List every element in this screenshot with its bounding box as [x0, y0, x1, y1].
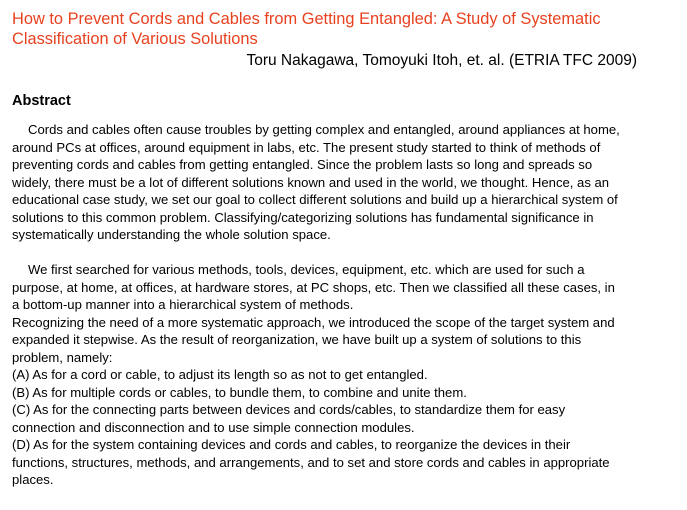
- list-item-b: (B) As for multiple cords or cables, to bundle them, to combine and unite them.: [12, 384, 467, 400]
- list-item-a: (A) As for a cord or cable, to adjust its length so as not to get entangled.: [12, 367, 428, 382]
- abstract-heading: Abstract: [12, 93, 71, 109]
- paragraph-line: educational case study, we set our goal to collect different solutions and build up a hierarchical system of: [12, 192, 618, 207]
- paragraph-line: around PCs at offices, around equipment in labs, etc. The present study started to think of methods of: [12, 139, 601, 155]
- paragraph-line: We first searched for various methods, tools, devices, equipment, etc. which are used for such a: [28, 262, 585, 277]
- list-item-d-cont: functions, structures, methods, and arrangements, and to set and store cords and cables in appropriate: [12, 454, 610, 470]
- paragraph-line: preventing cords and cables from getting entangled. Since the problem lasts so long and spreads so: [12, 157, 593, 172]
- paragraph-line: purpose, at home, at offices, at hardware stores, at PC shops, etc. Then we classified all these cases, in: [12, 279, 615, 295]
- paragraph-line: solutions to this common problem. Classifying/categorizing solutions has fundamental significance in: [12, 209, 594, 225]
- paragraph-line: problem, namely:: [12, 349, 113, 365]
- paragraph-line: widely, there must be a lot of different solutions known and used in the world, we thought. Hence, as an: [12, 174, 610, 190]
- paragraph-line: systematically understanding the whole solution space.: [12, 227, 331, 242]
- list-item-c-cont: connection and disconnection and to use simple connection modules.: [12, 419, 415, 435]
- paragraph-line: a bottom-up manner into a hierarchical system of methods.: [12, 297, 354, 312]
- abstract-paragraph-2: [12, 261, 662, 489]
- list-item-d-cont: places.: [12, 472, 54, 487]
- paragraph-line: expanded it stepwise. As the result of reorganization, we have built up a system of solutions to this: [12, 332, 582, 347]
- paper-authors: Toru Nakagawa, Tomoyuki Itoh, et. al. (ETRIA TFC 2009): [246, 52, 637, 69]
- paper-title: How to Prevent Cords and Cables from Getting Entangled: A Study of Systematic Classification of Various Solutions: [12, 10, 601, 48]
- list-item-d: (D) As for the system containing devices and cords and cables, to reorganize the devices in their: [12, 437, 571, 452]
- paragraph-line: Recognizing the need of a more systematic approach, we introduced the scope of the target system and: [12, 314, 615, 330]
- list-item-c: (C) As for the connecting parts between devices and cords/cables, to standardize them for easy: [12, 402, 566, 417]
- paragraph-line: Cords and cables often cause troubles by getting complex and entangled, around appliances at home,: [28, 122, 620, 137]
- abstract-paragraph-1: [12, 121, 662, 244]
